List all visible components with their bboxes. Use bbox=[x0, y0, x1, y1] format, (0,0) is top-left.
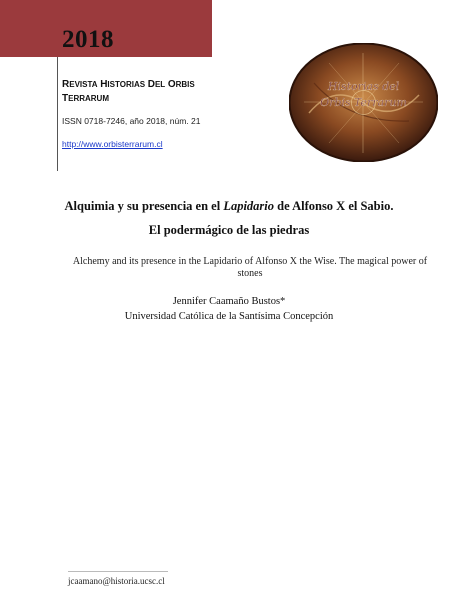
article-title bbox=[0, 199, 458, 214]
journal-url-link[interactable]: http://www.orbisterrarum.cl bbox=[62, 139, 163, 149]
title-part1: Alquimia y su presencia en el bbox=[64, 199, 224, 213]
title-italic: Lapidario bbox=[223, 199, 275, 213]
logo-text-line1: Historias del bbox=[327, 80, 400, 93]
title-part2: de Alfonso X el Sabio. bbox=[274, 199, 394, 213]
issue-year: 2018 bbox=[62, 26, 114, 53]
author-affiliation: Universidad Católica de la Santísima Concepción bbox=[124, 311, 334, 322]
journal-logo bbox=[289, 43, 438, 162]
footnote-rule bbox=[68, 571, 168, 572]
header-divider bbox=[57, 57, 58, 171]
english-title: Alchemy and its presence in the Lapidario of Alfonso X the Wise. The magical power of stones bbox=[72, 256, 428, 279]
article-subtitle: El podermágico de las piedras bbox=[148, 223, 310, 237]
author-email: jcaamano@historia.ucsc.cl bbox=[68, 576, 165, 586]
journal-name-line1: REVISTA HISTORIAS DEL ORBIS bbox=[62, 79, 195, 90]
logo-text-line2: Orbis Terrarum bbox=[320, 96, 407, 109]
author-name: Jennifer Caamaño Bustos* bbox=[172, 296, 286, 307]
issn-line: ISSN 0718-7246, año 2018, núm. 21 bbox=[62, 116, 201, 126]
journal-name bbox=[62, 78, 232, 106]
journal-name-line2: TERRARUM bbox=[62, 93, 109, 104]
